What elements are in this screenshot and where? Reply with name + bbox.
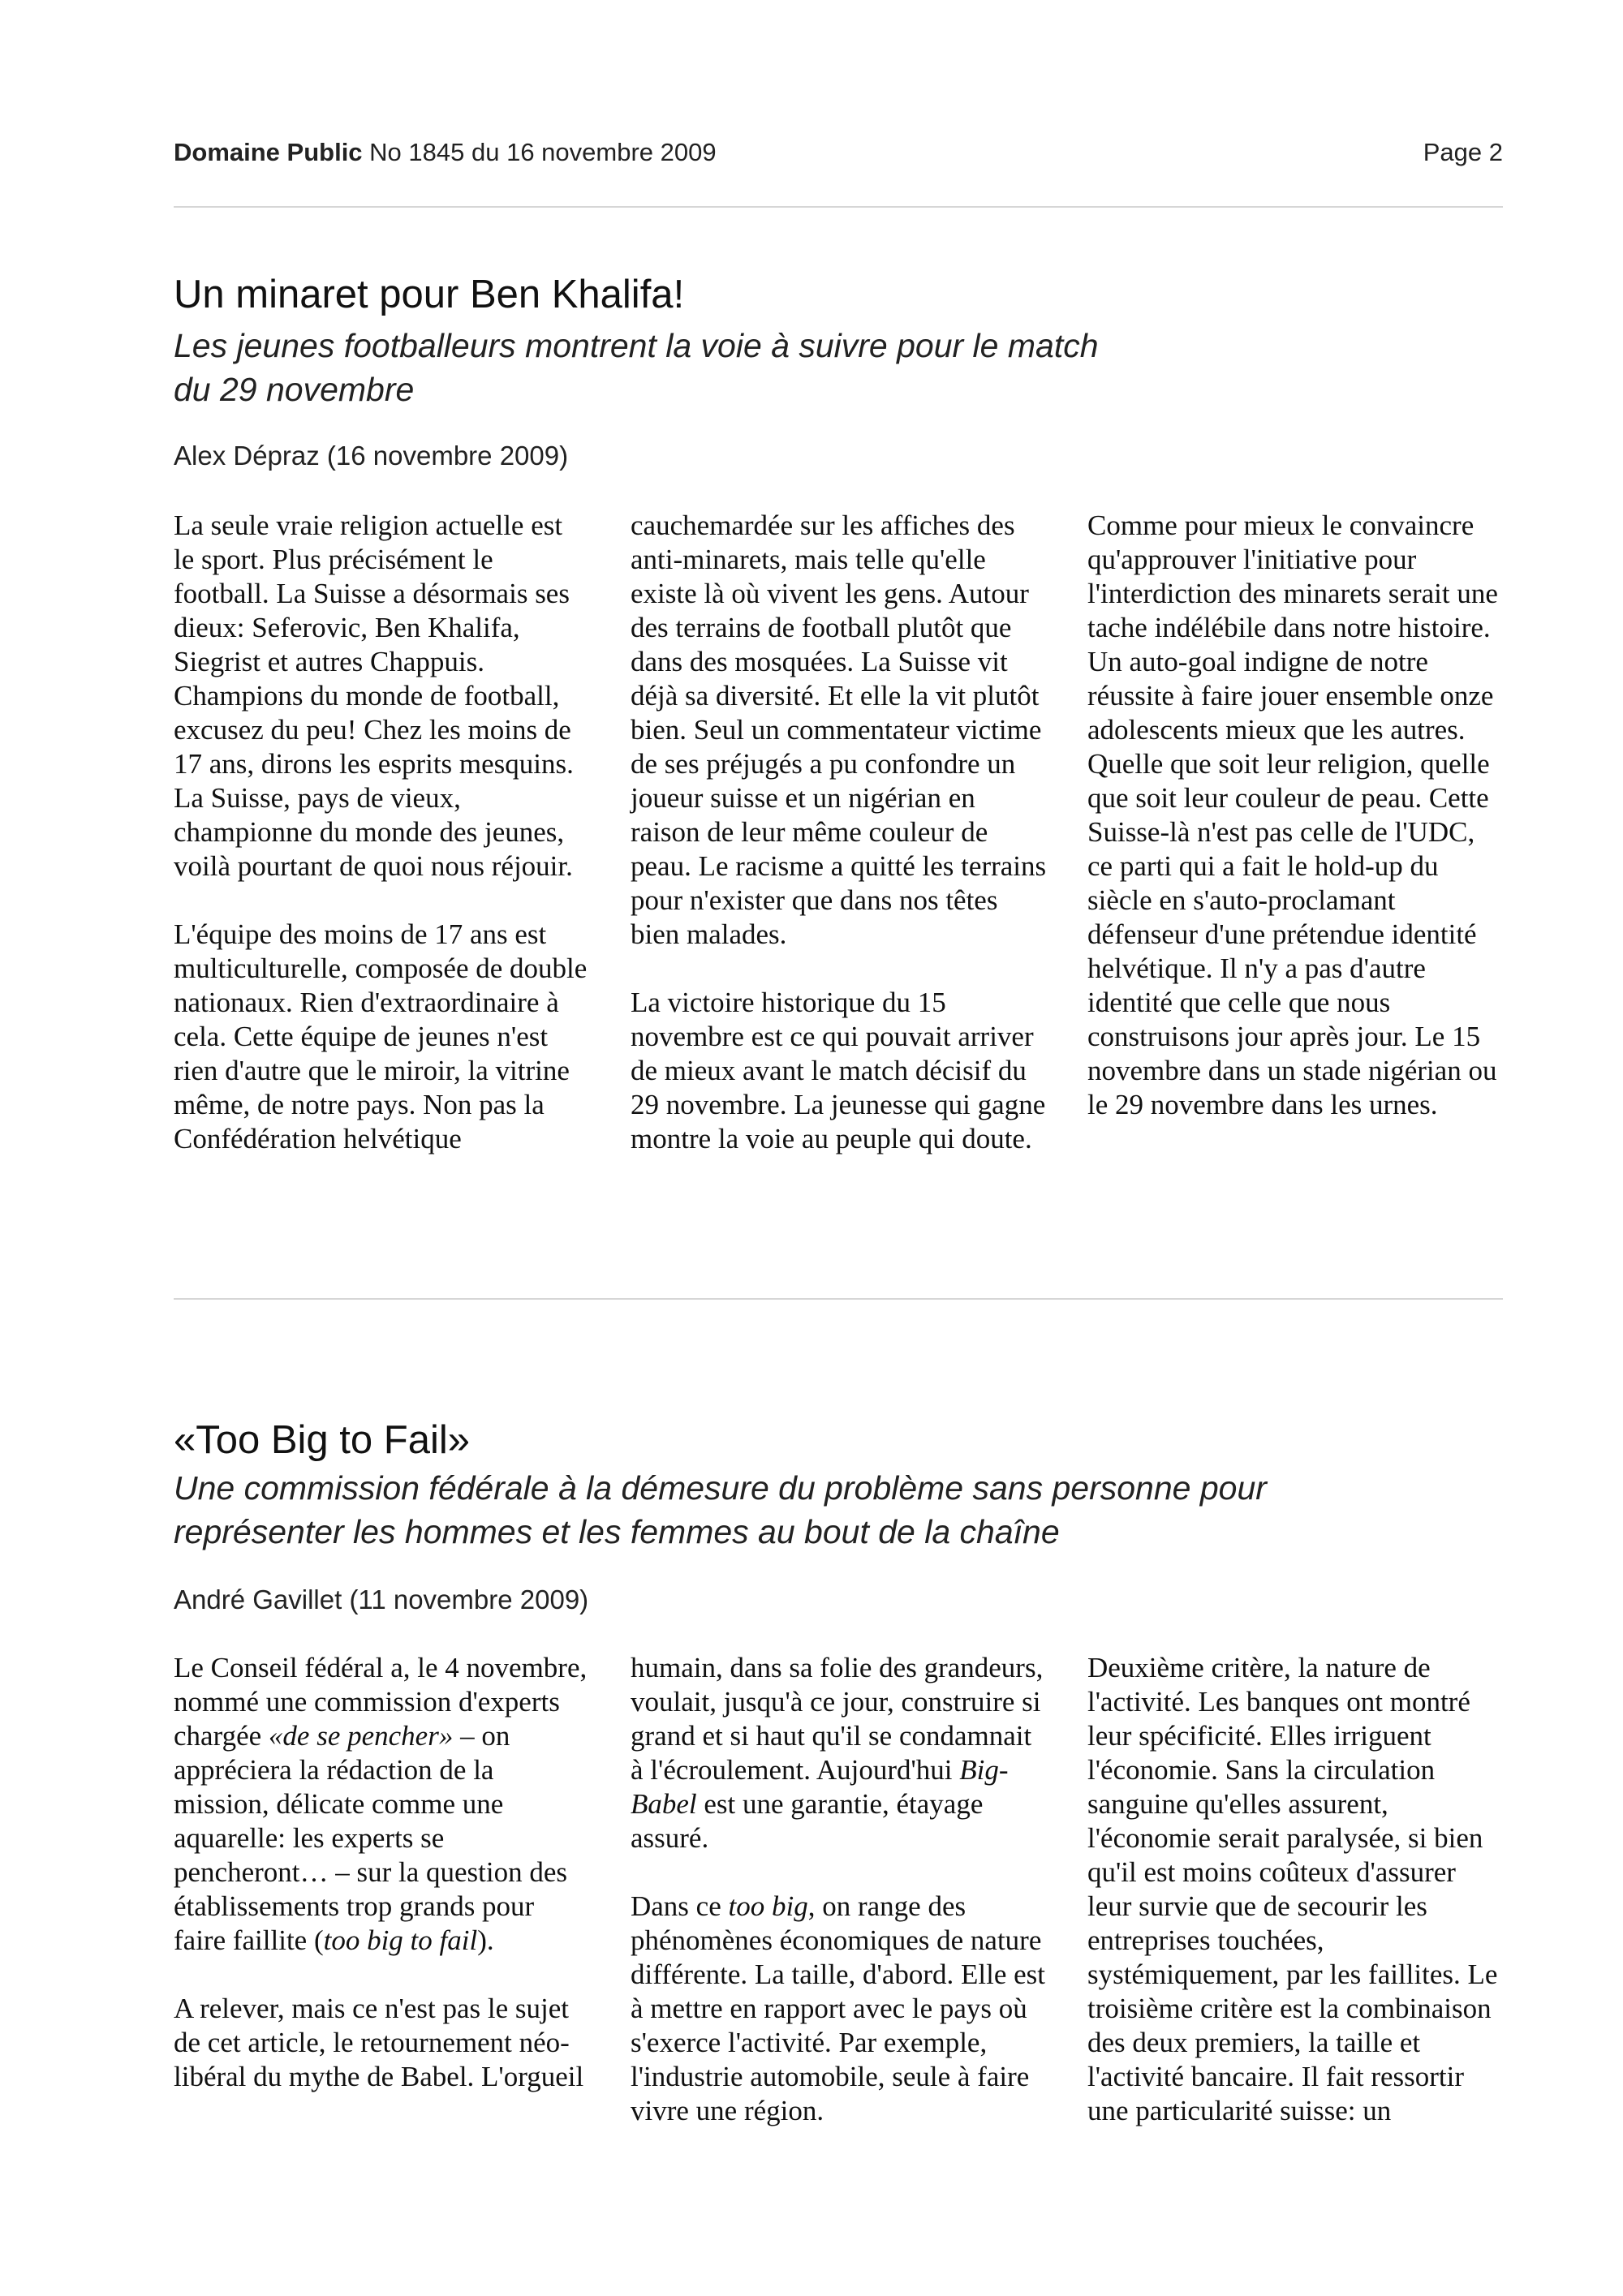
paragraph: A relever, mais ce n'est pas le sujet de cet article, le retournement néo-libéral du mythe de Babel. L'orgueil bbox=[174, 1993, 584, 2092]
article-too-big-to-fail bbox=[174, 1416, 1505, 2126]
article-date: (11 novembre 2009) bbox=[349, 1584, 589, 1615]
header-divider bbox=[174, 206, 1503, 208]
text-column bbox=[174, 1651, 590, 2128]
author-name: André Gavillet bbox=[174, 1584, 342, 1615]
article-subtitle bbox=[174, 324, 1505, 411]
article-title: «Too Big to Fail» bbox=[174, 1418, 470, 1462]
page-header bbox=[174, 135, 1503, 170]
paragraph bbox=[631, 1890, 1047, 2128]
article-minaret bbox=[174, 270, 1505, 1154]
text-run: – on appréciera la rédaction de la mission, délicate comme une aquarelle: les experts se pencheront… – sur la question des établissements trop grands pour faire faillite ( bbox=[174, 1720, 568, 1956]
byline bbox=[174, 438, 568, 474]
paragraph: La victoire historique du 15 novembre est ce qui pouvait arriver de mieux avant le match décisif du 29 novembre. La jeunesse qui gagne montre la voie au peuple qui doute. bbox=[631, 987, 1046, 1154]
author-name: Alex Dépraz bbox=[174, 441, 320, 471]
text-run: Dans ce bbox=[631, 1890, 729, 1922]
article-date: (16 novembre 2009) bbox=[326, 441, 569, 471]
text-column bbox=[631, 509, 1047, 1156]
italic-term: too big to fail bbox=[323, 1924, 478, 1956]
byline bbox=[174, 1582, 588, 1618]
text-column bbox=[174, 509, 590, 1156]
article-divider bbox=[174, 1298, 1503, 1300]
text-run: est une garantie, étayage assuré. bbox=[631, 1788, 984, 1854]
text-run: , on range des phénomènes économiques de nature différente. La taille, d'abord. Elle est à mettre en rapport avec le pays où s'exerce l'activité. Par exemple, l'industrie automobile, seule à faire vivre une région. bbox=[631, 1890, 1046, 2126]
article-subtitle bbox=[174, 1466, 1505, 1554]
page-number: Page 2 bbox=[1423, 138, 1503, 166]
subtitle-line: Les jeunes footballeurs montrent la voie à suivre pour le match bbox=[174, 327, 1099, 364]
text-column bbox=[1087, 509, 1504, 1156]
italic-term: too big bbox=[728, 1890, 808, 1922]
text-run: Le Conseil fédéral a, le 4 novembre, nommé une commission d'experts chargée bbox=[174, 1652, 588, 1752]
text-column bbox=[1087, 1651, 1504, 2128]
subtitle-line: représenter les hommes et les femmes au bout de la chaîne bbox=[174, 1513, 1060, 1550]
article-body bbox=[174, 1651, 1505, 2128]
paragraph: L'équipe des moins de 17 ans est multiculturelle, composée de double nationaux. Rien d'extraordinaire à cela. Cette équipe de jeunes n'est rien d'autre que le miroir, la vitrine même, de notre pays. Non pas la Confédération helvétique bbox=[174, 918, 588, 1154]
article-body bbox=[174, 509, 1505, 1156]
subtitle-line: Une commission fédérale à la démesure du problème sans personne pour bbox=[174, 1469, 1267, 1507]
paragraph: cauchemardée sur les affiches des anti-minarets, mais telle qu'elle existe là où vivent les gens. Autour des terrains de football plutôt que dans des mosquées. La Suisse vit déjà sa diversité. Et elle la vit plutôt bien. Seul un commentateur victime de ses préjugés a pu confondre un joueur suisse et un nigérian en raison de leur même couleur de peau. Le racisme a quitté les terrains pour n'exister que dans nos têtes bien malades. bbox=[631, 510, 1047, 950]
paragraph: Deuxième critère, la nature de l'activité. Les banques ont montré leur spécificité. Elles irriguent l'économie. Sans la circulation sanguine qu'elles assurent, l'économie serait paralysée, si bien qu'il est moins coûteux d'assurer leur survie que de secourir les entreprises touchées, systémiquement, par les faillites. Le troisième critère est la combinaison des deux premiers, la taille et l'activité bancaire. Il fait ressortir une particularité suisse: un bbox=[1087, 1652, 1498, 2126]
subtitle-line: du 29 novembre bbox=[174, 371, 415, 408]
article-title: Un minaret pour Ben Khalifa! bbox=[174, 273, 685, 316]
issue-info: No 1845 du 16 novembre 2009 bbox=[369, 138, 717, 166]
text-run: ). bbox=[477, 1924, 494, 1956]
publication-name: Domaine Public bbox=[174, 138, 363, 166]
paragraph: Comme pour mieux le convaincre qu'approuver l'initiative pour l'interdiction des minarets serait une tache indélébile dans notre histoire. Un auto-goal indigne de notre réussite à faire jouer ensemble onze adolescents mieux que les autres. Quelle que soit leur religion, quelle que soit leur couleur de peau. Cette Suisse-là n'est pas celle de l'UDC, ce parti qui a fait le hold-up du siècle en s'auto-proclamant défenseur d'une prétendue identité helvétique. Il n'y a pas d'autre identité que celle que nous construisons jour après jour. Le 15 novembre dans un stade nigérian ou le 29 novembre dans les urnes. bbox=[1087, 510, 1498, 1120]
italic-term: Big-Babel bbox=[631, 1754, 1009, 1820]
quoted-phrase: «de se pencher» bbox=[268, 1720, 454, 1752]
paragraph bbox=[631, 1651, 1047, 1855]
paragraph bbox=[174, 1651, 590, 1958]
text-column bbox=[631, 1651, 1047, 2128]
paragraph: La seule vraie religion actuelle est le sport. Plus précisément le football. La Suisse a désormais ses dieux: Seferovic, Ben Khalifa, Siegrist et autres Chappuis. Champions du monde de football, excusez du peu! Chez les moins de 17 ans, dirons les esprits mesquins. La Suisse, pays de vieux, championne du monde des jeunes, voilà pourtant de quoi nous réjouir. bbox=[174, 510, 574, 882]
text-run: humain, dans sa folie des grandeurs, voulait, jusqu'à ce jour, construire si grand et si haut qu'il se condamnait à l'écroulement. Aujourd'hui bbox=[631, 1652, 1044, 1786]
